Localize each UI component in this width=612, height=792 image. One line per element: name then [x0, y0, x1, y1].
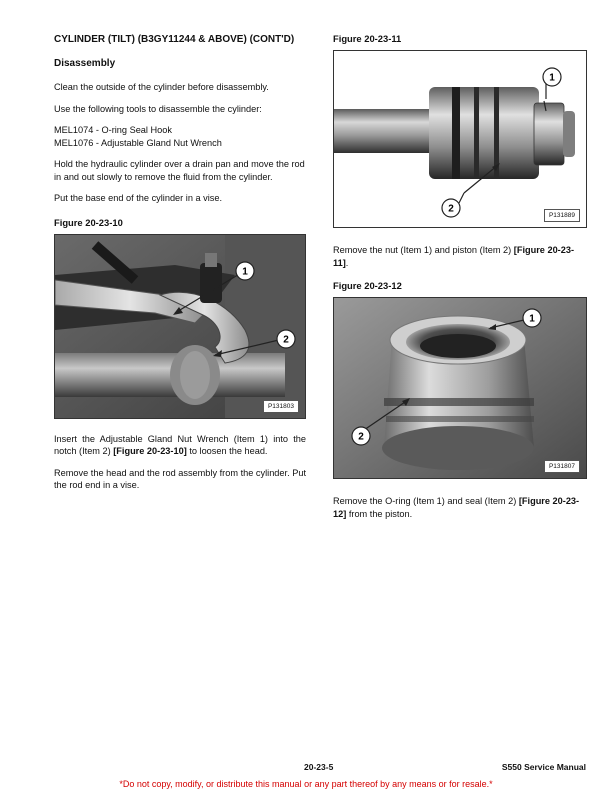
figure-11-title: Figure 20-23-11 [333, 33, 402, 44]
text-fragment: Insert the Adjustable Gland Nut Wrench (Item 1) into the notch (Item 2) [54, 433, 306, 456]
left-column [54, 33, 306, 501]
piston-nut-photo-graphic [334, 51, 586, 227]
callout-2-label: 2 [448, 203, 454, 215]
right-column [333, 33, 586, 529]
figure-11-photo [333, 50, 587, 228]
figure-10-photo [54, 234, 306, 419]
tool-item: MEL1076 - Adjustable Gland Nut Wrench [54, 137, 222, 148]
text-fragment: to loosen the head. [186, 446, 268, 456]
paragraph-clean: Clean the outside of the cylinder before disassembly. [54, 82, 269, 92]
callout-1-label: 1 [549, 72, 555, 84]
callout-1-label: 1 [242, 266, 248, 277]
text-fragment: Remove the nut (Item 1) and piston (Item 2) [333, 245, 514, 255]
paragraph-remove-head: Remove the head and the rod assembly from the cylinder. Put the rod end in a vise. [54, 467, 306, 490]
figure-10-title: Figure 20-23-10 [54, 216, 123, 228]
figure-reference: [Figure 20-23-11] [333, 245, 575, 268]
wrench-photo-graphic [55, 235, 305, 418]
copyright-warning: *Do not copy, modify, or distribute this manual or any part thereof by any means or for resale.* [119, 779, 493, 789]
figure-11-code: P131889 [544, 209, 580, 222]
figure-12-code: P131807 [544, 460, 580, 473]
paragraph-tools-intro: Use the following tools to disassemble the cylinder: [54, 103, 262, 114]
text-fragment: Remove the O-ring (Item 1) and seal (Item 2) [333, 496, 519, 506]
figure-10-code: P131803 [263, 400, 299, 413]
paragraph-remove-nut [333, 244, 586, 269]
text-fragment: . [345, 257, 349, 268]
subsection-heading: Disassembly [54, 58, 116, 69]
piston-photo-graphic [334, 298, 586, 478]
figure-12-photo [333, 297, 587, 479]
callout-2-label: 2 [283, 334, 289, 345]
paragraph-insert-wrench [54, 433, 306, 458]
manual-title: S550 Service Manual [501, 762, 586, 772]
page-number: 20-23-5 [304, 762, 334, 772]
text-fragment: from the piston. [346, 508, 413, 519]
callout-2-label: 2 [358, 431, 364, 443]
section-heading: CYLINDER (TILT) (B3GY11244 & ABOVE) (CONT'D) [54, 34, 295, 45]
figure-reference: [Figure 20-23-10] [113, 446, 187, 456]
tool-item: MEL1074 - O-ring Seal Hook [54, 125, 172, 135]
callout-1-label: 1 [529, 313, 535, 325]
tool-list [54, 124, 306, 149]
figure-reference: [Figure 20-23-12] [333, 496, 580, 519]
paragraph-drain: Hold the hydraulic cylinder over a drain pan and move the rod in and out slowly to remove the fluid from the cylinder. [54, 159, 305, 182]
paragraph-vise: Put the base end of the cylinder in a vise. [54, 193, 223, 203]
figure-12-title: Figure 20-23-12 [333, 280, 402, 291]
paragraph-remove-oring [333, 495, 586, 520]
